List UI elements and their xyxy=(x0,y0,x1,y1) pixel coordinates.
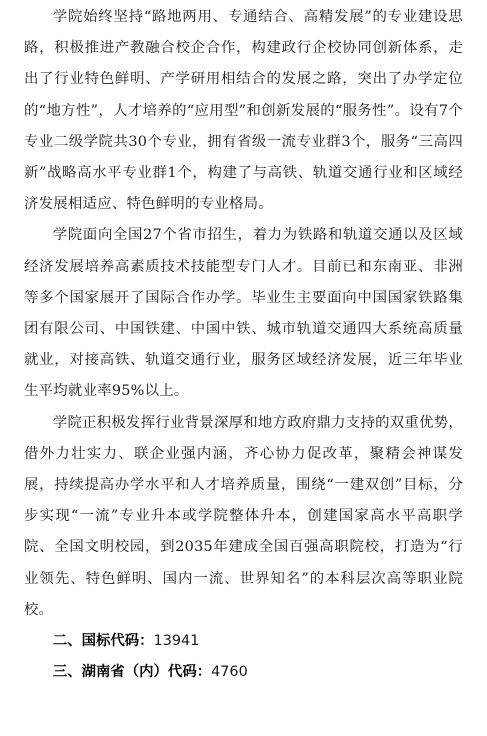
provincial-code-line xyxy=(24,657,463,688)
paragraph-development-goals: 学院正积极发挥行业背景深厚和地方政府鼎力支持的双重优势，借外力壮实力、联企业强内涵，齐心协力促改革，聚精会神谋发展，持续提高办学水平和人才培养质量，围绕“一建双创”目标，分步实现“一流”专业升本或学院整体升本，创建国家高水平高职学院、全国文明校园，到2035年建成全国百强高职院校，打造为“行业领先、特色鲜明、国内一流、世界知名”的本科层次高等职业院校。 xyxy=(24,414,463,618)
paragraph-enrollment-employment: 学院面向全国27个省市招生，着力为铁路和轨道交通以及区域经济发展培养高素质技术技能型专门人才。目前已和东南亚、非洲等多个国家展开了国际合作办学。毕业生主要面向中国国家铁路集团有限公司、中国铁建、中国中铁、城市轨道交通四大系统高质量就业，对接高铁、轨道交通行业，服务区域经济发展，近三年毕业生平均就业率95%以上。 xyxy=(24,227,463,400)
paragraph-program-construction: 学院始终坚持“路地两用、专通结合、高精发展”的专业建设思路，积极推进产教融合校企合作，构建政行企校协同创新体系，走出了行业特色鲜明、产学研用相结合的发展之路，突出了办学定位的“地方性”，人才培养的“应用型”和创新发展的“服务性”。设有7个专业二级学院共30个专业，拥有省级一流专业群3个，服务“三高四新”战略高水平专业群1个，构建了与高铁、轨道交通行业和区域经济发展相适应、特色鲜明的专业格局。 xyxy=(24,9,463,213)
national-code-line xyxy=(24,626,463,657)
national-code-value: 13941 xyxy=(153,633,200,650)
provincial-code-value: 4760 xyxy=(211,664,248,681)
national-code-label: 二、国标代码： xyxy=(52,633,154,650)
provincial-code-label: 三、湖南省（内）代码： xyxy=(52,664,212,681)
